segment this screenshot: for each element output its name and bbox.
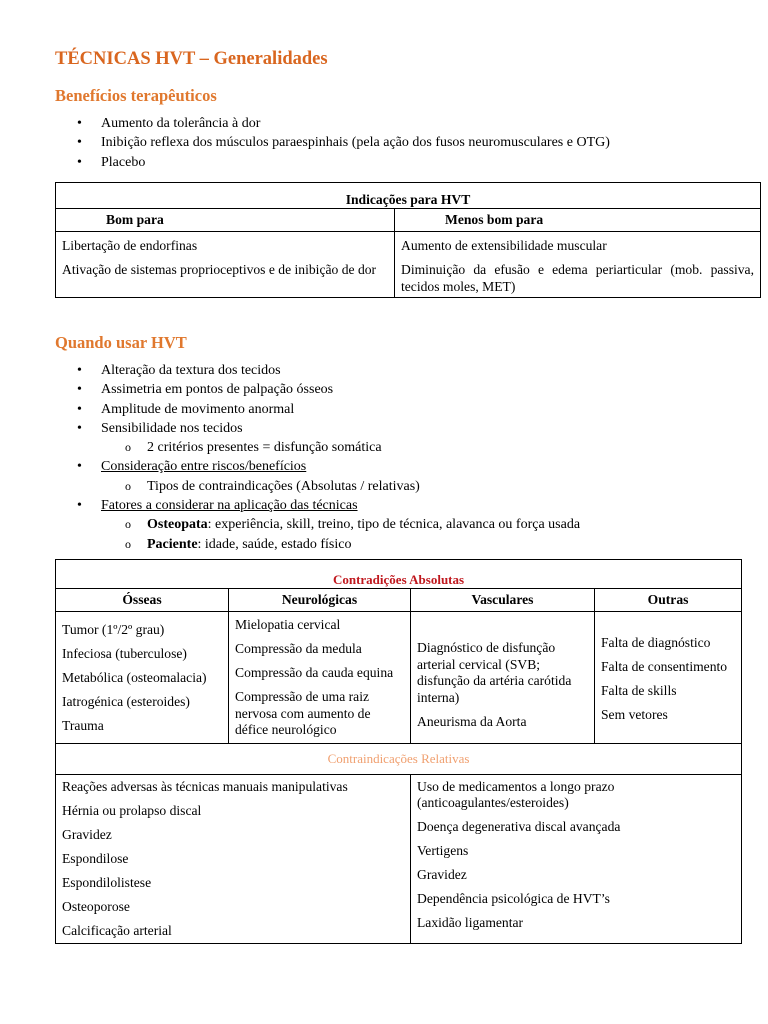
list-item: • Inibição reflexa dos músculos paraespinhais (pela ação dos fusos neuromusculares e OTG) (55, 133, 610, 152)
bom-para-cell (56, 232, 395, 298)
contraindicacoes-table (55, 559, 742, 944)
list-item (55, 457, 580, 476)
beneficios-heading: Benefícios terapêuticos (55, 86, 217, 105)
absolutas-title: Contradições Absolutas (56, 560, 742, 589)
table-cell-text: Espondilolistese (62, 874, 152, 890)
table-cell-text: Diminuição da efusão e edema periarticular (mob. passiva, tecidos moles, MET) (401, 262, 754, 294)
underlined-text: Fatores a considerar na aplicação das técnicas (101, 498, 358, 514)
table-cell-text: Doença degenerativa discal avançada (417, 819, 621, 834)
table-cell-text: Mielopatia cervical (235, 617, 341, 632)
sub-item-text: : idade, saúde, estado físico (197, 536, 352, 552)
table-cell-text: Hérnia ou prolapso discal (62, 802, 202, 818)
quando-heading: Quando usar HVT (55, 333, 187, 352)
col-bom-para: Bom para (56, 209, 395, 232)
indicacoes-table (55, 182, 761, 298)
relativas-right-cell (411, 774, 742, 944)
table-cell-text: Iatrogénica (esteroides) (62, 694, 190, 709)
table-cell-text: Falta de skills (601, 683, 677, 698)
sub-list-item (55, 515, 580, 534)
table-cell-text: Reações adversas às técnicas manuais manipulativas (62, 778, 348, 794)
table-cell-text: Vertigens (417, 843, 469, 858)
vasculares-cell (411, 612, 595, 744)
table-cell-text: Ativação de sistemas proprioceptivos e de inibição de dor (62, 262, 377, 277)
outras-cell (595, 612, 742, 744)
table-cell-text: Tumor (1º/2º grau) (62, 622, 165, 637)
table-cell-text: Infeciosa (tuberculose) (62, 646, 187, 661)
table-cell-text: Metabólica (osteomalacia) (62, 670, 207, 685)
col-menos-bom-para: Menos bom para (395, 209, 761, 232)
page-title: TÉCNICAS HVT – Generalidades (55, 49, 328, 69)
quando-list (55, 361, 580, 554)
beneficios-list (55, 114, 610, 172)
table-cell-text: Sem vetores (601, 707, 668, 722)
table-cell-text: Aneurisma da Aorta (417, 713, 527, 729)
table-cell-text: Falta de diagnóstico (601, 635, 711, 650)
bold-label: Osteopata (147, 517, 208, 533)
sub-item-text: : experiência, skill, treino, tipo de técnica, alavanca ou força usada (207, 517, 581, 533)
list-item: • Placebo (55, 153, 610, 172)
indicacoes-title: Indicações para HVT (56, 183, 761, 209)
sub-list-item (55, 535, 580, 554)
list-item: • Sensibilidade nos tecidos (55, 419, 580, 438)
table-cell-text: Compressão da cauda equina (235, 665, 394, 680)
table-cell-text: Compressão da medula (235, 641, 362, 656)
list-item: • Assimetria em pontos de palpação ósseos (55, 380, 580, 399)
table-cell-text: Gravidez (62, 826, 112, 842)
sub-list-item: o 2 critérios presentes = disfunção somática (55, 438, 580, 457)
table-cell-text: Compressão de uma raiz nervosa com aumento de défice neurológico (235, 689, 371, 737)
table-cell-text: Calcificação arterial (62, 922, 172, 938)
list-item: • Aumento da tolerância à dor (55, 114, 610, 133)
menos-bom-para-cell (395, 232, 761, 298)
neurologicas-cell (229, 612, 411, 744)
table-cell-text: Falta de consentimento (601, 659, 728, 674)
list-item (55, 496, 580, 515)
relativas-title: Contraindicações Relativas (56, 743, 742, 774)
table-cell-text: Dependência psicológica de HVT’s (417, 891, 610, 906)
col-osseas: Ósseas (56, 589, 229, 612)
underlined-text: Consideração entre riscos/benefícios (101, 459, 307, 475)
bold-label: Paciente (147, 536, 198, 552)
col-outras: Outras (595, 589, 742, 612)
list-item: • Alteração da textura dos tecidos (55, 361, 580, 380)
osseas-cell (56, 612, 229, 744)
col-neurologicas: Neurológicas (229, 589, 411, 612)
table-cell-text: Libertação de endorfinas (62, 238, 198, 253)
table-cell-text: Gravidez (417, 867, 467, 882)
table-cell-text: Aumento de extensibilidade muscular (401, 238, 607, 253)
table-cell-text: Trauma (62, 718, 104, 733)
list-item: • Amplitude de movimento anormal (55, 400, 580, 419)
table-cell-text: Diagnóstico de disfunção arterial cervical (SVB; disfunção da artéria carótida interna) (417, 640, 572, 705)
table-cell-text: Uso de medicamentos a longo prazo (anticoagulantes/esteroides) (417, 778, 615, 810)
table-cell-text: Laxidão ligamentar (417, 915, 524, 930)
col-vasculares: Vasculares (411, 589, 595, 612)
relativas-left-cell (56, 774, 411, 944)
table-cell-text: Osteoporose (62, 898, 130, 914)
table-cell-text: Espondilose (62, 850, 129, 866)
sub-list-item: o Tipos de contraindicações (Absolutas / relativas) (55, 477, 580, 496)
